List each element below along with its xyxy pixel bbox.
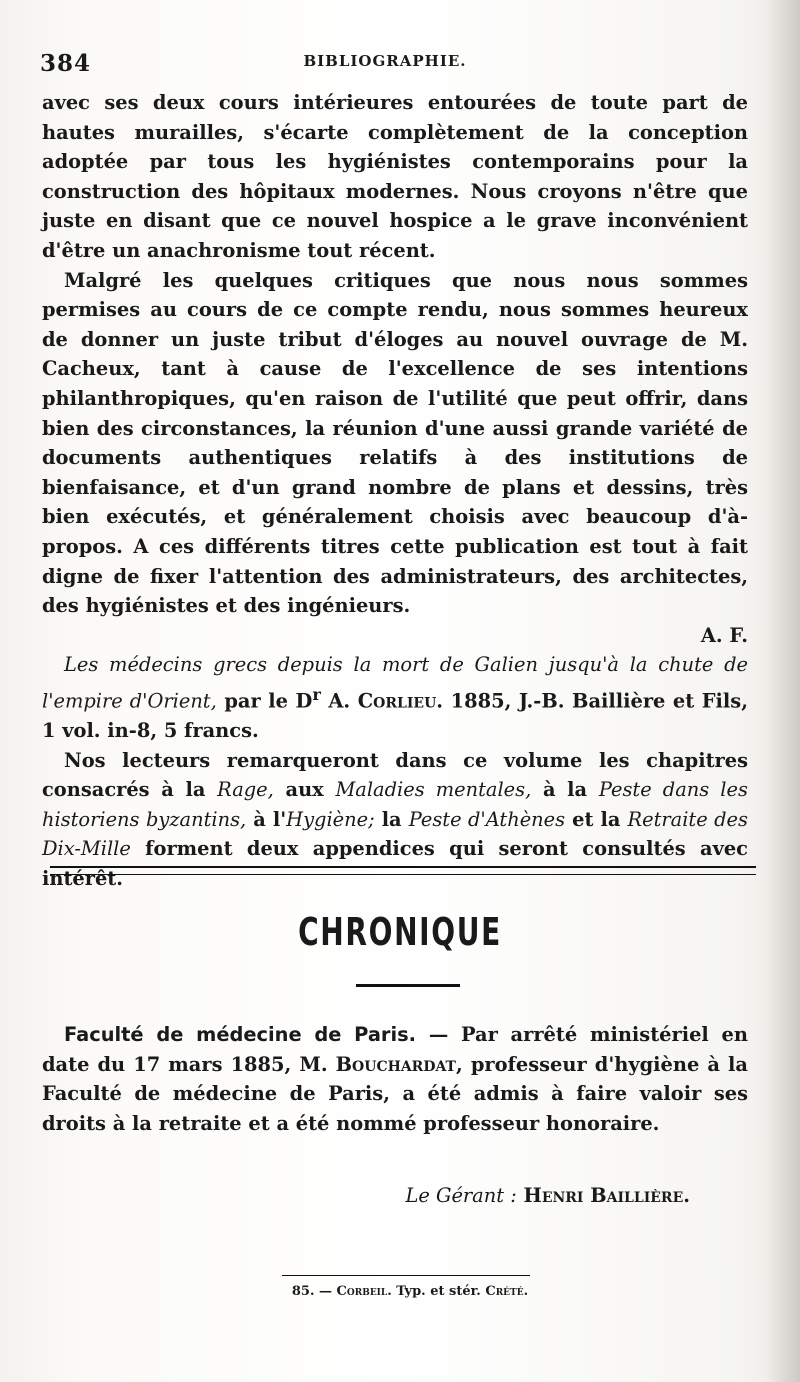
- book-citation: [42, 650, 748, 745]
- chronique-heading: CHRONIQUE: [298, 910, 502, 954]
- news-name: Bouchardat,: [335, 1052, 463, 1076]
- book-comment-text-4: à l': [253, 807, 287, 831]
- news-item: [42, 1020, 748, 1138]
- running-head: [0, 48, 800, 76]
- book-comment-peste-athenes: Peste d'Athènes: [408, 807, 566, 831]
- gerant-label: Le Gérant :: [405, 1184, 517, 1207]
- imprint: [0, 1284, 800, 1299]
- book-comment-text-1: Nos lecteurs remarqueront dans ce volume les chapitres consacrés à la: [42, 748, 748, 802]
- news-text-1: — Par arrêté ministériel en date du 17 mars 1885, M.: [42, 1023, 748, 1076]
- book-comment-text-7: forment deux appendices qui seront consultés avec intérêt.: [42, 837, 748, 890]
- imprint-printer-2: Crété.: [485, 1284, 529, 1299]
- review-paragraph-1: avec ses deux cours intérieures entourées de toute part de hautes murailles, s'écarte complètement de la conception adoptée par tous les hygiénistes contemporains pour la construction des hôpitaux modernes. Nous croyons n'être que juste en disant que ce nouvel hospice a le grave inconvénient d'être un anachronisme tout récent.: [42, 91, 748, 262]
- page-edge-shadow: [766, 0, 800, 1382]
- book-comment-text-3: à la: [542, 778, 588, 802]
- book-by: par le D: [224, 689, 313, 713]
- review-body: [42, 88, 748, 894]
- gerant-line: [0, 1184, 800, 1207]
- book-title: Les médecins grecs depuis la mort de Galien jusqu'à la chute de l'empire d'Orient,: [42, 653, 748, 713]
- heading-short-rule: [356, 984, 460, 991]
- imprint-text-1: 85. —: [291, 1284, 333, 1299]
- section-double-rule: [50, 866, 756, 875]
- book-comment-rage: Rage,: [217, 778, 274, 802]
- book-comment-retraite: Retraite des Dix-Mille: [42, 807, 748, 861]
- imprint-printer: Corbeil.: [336, 1284, 392, 1299]
- book-comment-text-5: la: [381, 807, 402, 831]
- page-number: 384: [40, 50, 92, 77]
- book-comment-peste: Peste dans les historiens byzantins,: [42, 778, 748, 831]
- book-details: 1885, J.-B. Baillière et Fils, 1 vol. in-8, 5 francs.: [42, 689, 748, 742]
- review-signature: A. F.: [700, 623, 748, 647]
- news-paragraph: [42, 1020, 748, 1138]
- bottom-rule: [282, 1275, 530, 1276]
- book-comment-hygiene: Hygiène;: [286, 807, 375, 831]
- news-text-2: professeur d'hygiène à la Faculté de médecine de Paris, a été admis à faire valoir ses droits à la retraite et a été nommé professeur honoraire.: [42, 1052, 748, 1135]
- imprint-text-2: Typ. et stér.: [396, 1284, 481, 1299]
- running-title: BIBLIOGRAPHIE.: [303, 52, 467, 70]
- book-comment-maladies: Maladies mentales,: [335, 778, 532, 802]
- news-head: Faculté de médecine de Paris.: [64, 1023, 417, 1046]
- book-comment-text-6: et la: [572, 807, 621, 831]
- review-paragraph-2: Malgré les quelques critiques que nous nous sommes permises au cours de ce compte rendu, nous sommes heureux de donner un juste tribut d'éloges au nouvel ouvrage de M. Cacheux, tant à cause de l'excellence de ses intentions philanthropiques, qu'en raison de l'utilité que peut offrir, dans bien des circonstances, la réunion d'une aussi grande variété de documents authentiques relatifs à des institutions de bienfaisance, et d'un grand nombre de plans et dessins, très bien exécutés, et généralement choisis avec beaucoup d'à-propos. A ces différents titres cette publication est tout à fait digne de fixer l'attention des administrateurs, des architectes, des hygiénistes et des ingénieurs.: [42, 268, 748, 618]
- book-comment-text-2: aux: [285, 778, 324, 802]
- book-author: A. Corlieu.: [328, 689, 444, 713]
- book-by-sup: r: [312, 684, 321, 704]
- gerant-name: Henri Baillière.: [523, 1184, 690, 1207]
